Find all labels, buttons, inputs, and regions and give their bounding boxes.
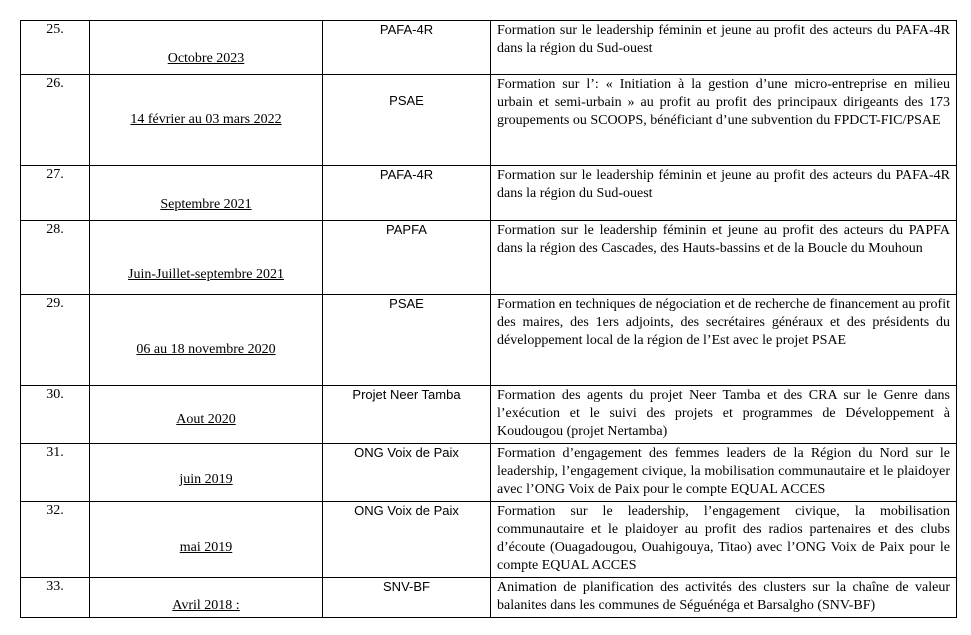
project-cell: ONG Voix de Paix (323, 502, 491, 578)
date-cell (90, 166, 323, 221)
row-number: 25. (46, 22, 64, 37)
description-cell: Formation d’engagement des femmes leaders de la Région du Nord sur le leadership, l’engagement civique, la mobilisation communautaire et le plaidoyer avec l’ONG Voix de Paix pour le compte EQUAL ACCES (491, 444, 957, 502)
description-cell: Formation des agents du projet Neer Tamba et des CRA sur le Genre dans l’exécution et le suivi des projets et programmes de Développement à Koudougou (projet Nertamba) (491, 386, 957, 444)
description-cell: Formation en techniques de négociation et de recherche de financement au profit des maires, des 1ers adjoints, des secrétaires généraux et des présidents du développement local de la région de l’Est avec le projet PSAE (491, 295, 957, 386)
description-cell: Formation sur le leadership féminin et jeune au profit des acteurs du PAFA-4R dans la région du Sud-ouest (491, 166, 957, 221)
table-row (21, 21, 957, 75)
table-row (21, 75, 957, 166)
date-cell (90, 444, 323, 502)
description-cell: Formation sur le leadership féminin et jeune au profit des acteurs du PAPFA dans la région des Cascades, des Hauts-bassins et de la Boucle du Mouhoun (491, 221, 957, 295)
row-number-cell (21, 444, 90, 502)
date-cell (90, 578, 323, 618)
row-number: 32. (46, 503, 64, 518)
project-cell: ONG Voix de Paix (323, 444, 491, 502)
row-number: 27. (46, 167, 64, 182)
project-cell: SNV-BF (323, 578, 491, 618)
row-number-cell (21, 166, 90, 221)
project-cell (323, 75, 491, 166)
description-cell: Formation sur le leadership, l’engagement civique, la mobilisation communautaire et le plaidoyer au profit des radios partenaires et des clubs d’écoute (Ouagadougou, Ouahigouya, Titao) avec l’ONG Voix de Paix pour le compte EQUAL ACCES (491, 502, 957, 578)
row-number: 33. (46, 579, 64, 594)
table-row (21, 386, 957, 444)
row-number: 28. (46, 222, 64, 237)
date-cell (90, 221, 323, 295)
project-cell: PAFA-4R (323, 21, 491, 75)
row-number-cell (21, 295, 90, 386)
date-text: mai 2019 (179, 540, 233, 555)
row-number: 29. (46, 296, 64, 311)
date-text: 14 février au 03 mars 2022 (130, 112, 282, 127)
row-number: 26. (46, 76, 64, 91)
description-cell: Formation sur l’: « Initiation à la gestion d’une micro-entreprise en milieu urbain et semi-urbain » au profit au profit des principaux dirigeants des 173 groupements ou SCOOPS, bénéficiant d’une subvention du FPDCT-FIC/PSAE (491, 75, 957, 166)
training-table (20, 20, 957, 618)
row-number-cell (21, 386, 90, 444)
row-number-cell (21, 75, 90, 166)
description-cell: Formation sur le leadership féminin et jeune au profit des acteurs du PAFA-4R dans la région du Sud-ouest (491, 21, 957, 75)
project-cell: PAPFA (323, 221, 491, 295)
row-number-cell (21, 221, 90, 295)
table-row (21, 295, 957, 386)
table-row (21, 502, 957, 578)
table-row (21, 166, 957, 221)
table-row (21, 444, 957, 502)
date-text: 06 au 18 novembre 2020 (136, 342, 276, 357)
date-text: Octobre 2023 (167, 51, 245, 66)
date-text: Septembre 2021 (160, 197, 252, 212)
date-cell (90, 386, 323, 444)
row-number-cell (21, 21, 90, 75)
date-text: Aout 2020 (176, 412, 236, 427)
project-cell: Projet Neer Tamba (323, 386, 491, 444)
date-cell (90, 295, 323, 386)
date-cell (90, 21, 323, 75)
project-cell: PSAE (323, 295, 491, 386)
project-cell: PAFA-4R (323, 166, 491, 221)
date-cell (90, 75, 323, 166)
description-cell: Animation de planification des activités des clusters sur la chaîne de valeur balanites dans les communes de Séguénéga et Barsalgho (SNV-BF) (491, 578, 957, 618)
date-text: Avril 2018 : (172, 598, 240, 613)
table-row (21, 221, 957, 295)
date-text: juin 2019 (179, 472, 233, 487)
row-number-cell (21, 502, 90, 578)
row-number: 30. (46, 387, 64, 402)
date-cell (90, 502, 323, 578)
date-text: Juin-Juillet-septembre 2021 (128, 267, 284, 282)
project-text: PSAE (389, 93, 424, 108)
table-row (21, 578, 957, 618)
row-number: 31. (46, 445, 64, 460)
row-number-cell (21, 578, 90, 618)
